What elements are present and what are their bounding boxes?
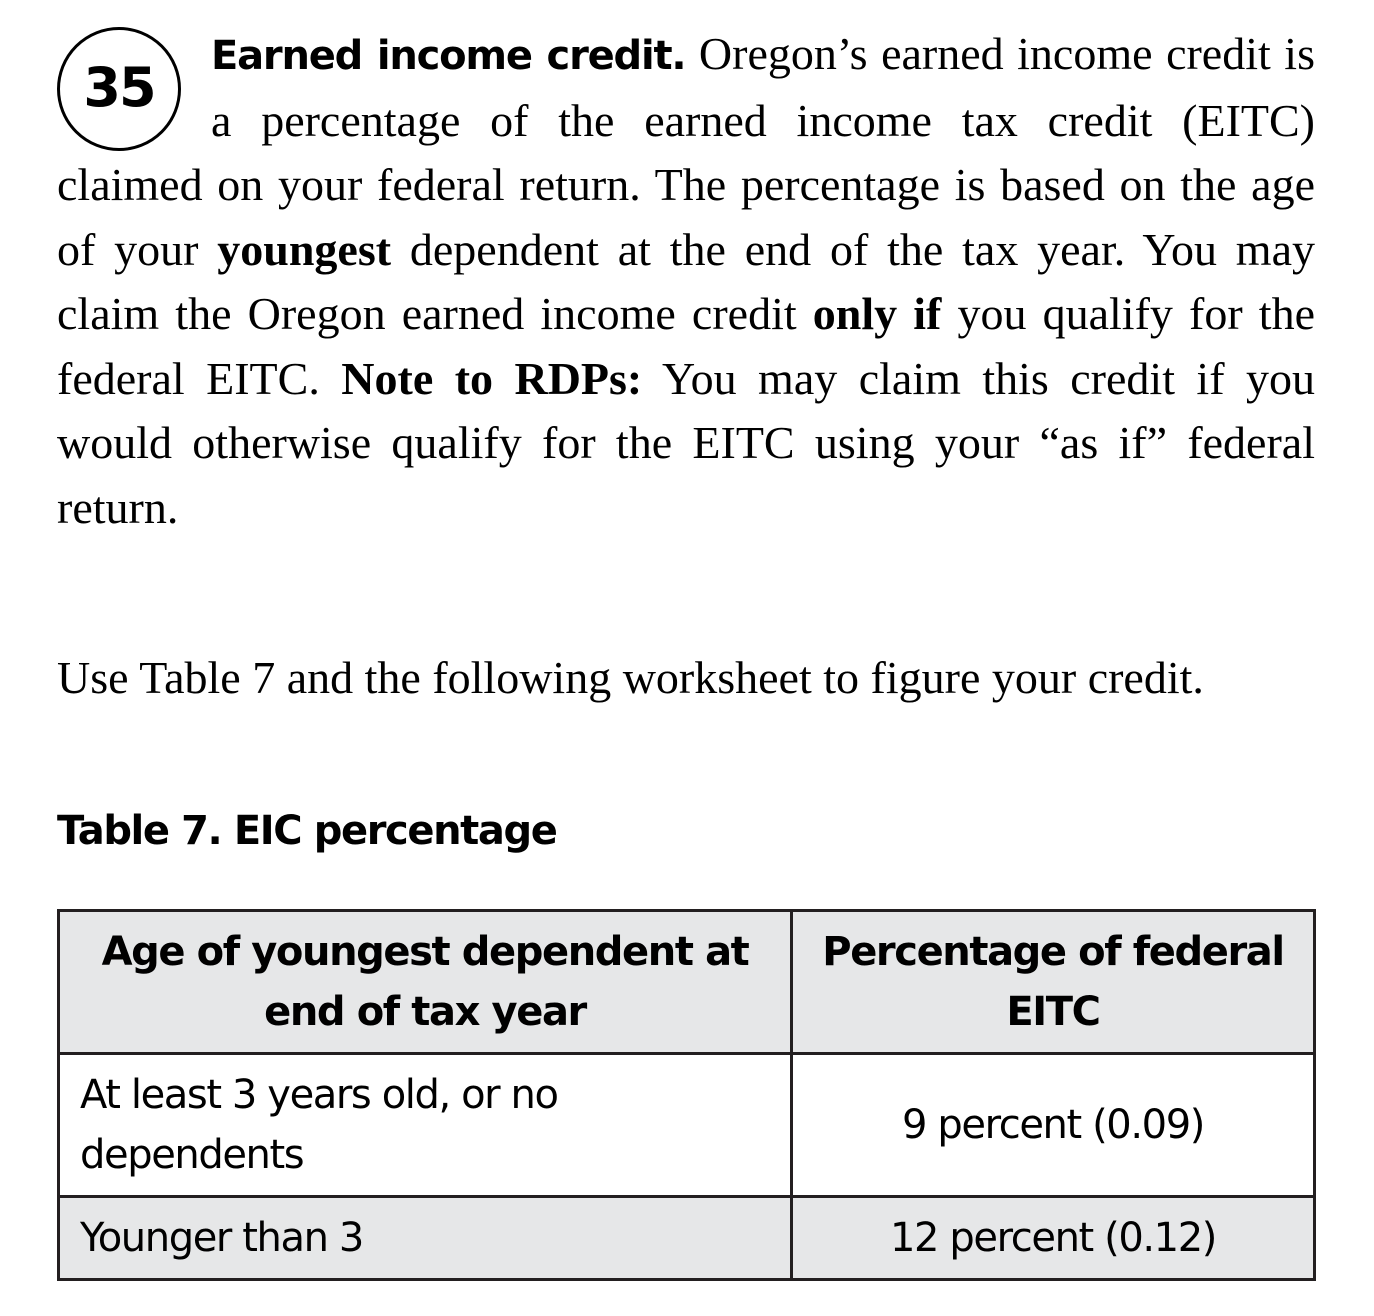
body-text-1: Oregon’s earned income credit is a percentage of the earned income tax credit (EITC) claimed on your federal return. The percentage is based on the age of your xyxy=(57,28,1315,275)
age-cell: Younger than 3 xyxy=(59,1197,792,1280)
percentage-cell: 9 percent (0.09) xyxy=(792,1054,1315,1197)
section-35 xyxy=(57,22,1315,540)
column-header-percentage: Percentage of federal EITC xyxy=(792,911,1315,1054)
note-to-rdps-label: Note to RDPs: xyxy=(341,352,643,404)
column-header-age: Age of youngest dependent at end of tax year xyxy=(59,911,792,1054)
table-row xyxy=(59,1054,1315,1197)
emphasis-youngest: youngest xyxy=(217,223,392,275)
body-text-3: you qualify for the federal EITC. xyxy=(57,288,1315,404)
table-row xyxy=(59,1197,1315,1280)
eic-percentage-table xyxy=(57,909,1316,1281)
section-heading: Earned income credit. xyxy=(211,33,686,79)
line-number-badge: 35 xyxy=(57,27,181,151)
percentage-cell: 12 percent (0.12) xyxy=(792,1197,1315,1280)
table-title: Table 7. EIC percentage xyxy=(57,808,557,854)
emphasis-only-if: only if xyxy=(812,288,942,339)
body-text-4: You may claim this credit if you would otherwise qualify for the EITC using your “as if” federal return. xyxy=(57,352,1315,533)
age-cell: At least 3 years old, or no dependents xyxy=(59,1054,792,1197)
body-text-2: dependent at the end of the tax year. You may claim the Oregon earned income credit xyxy=(57,223,1315,339)
table-header-row xyxy=(59,911,1315,1054)
instruction-paragraph: Use Table 7 and the following worksheet to figure your credit. xyxy=(57,652,1204,703)
section-body-paragraph xyxy=(57,22,1315,540)
